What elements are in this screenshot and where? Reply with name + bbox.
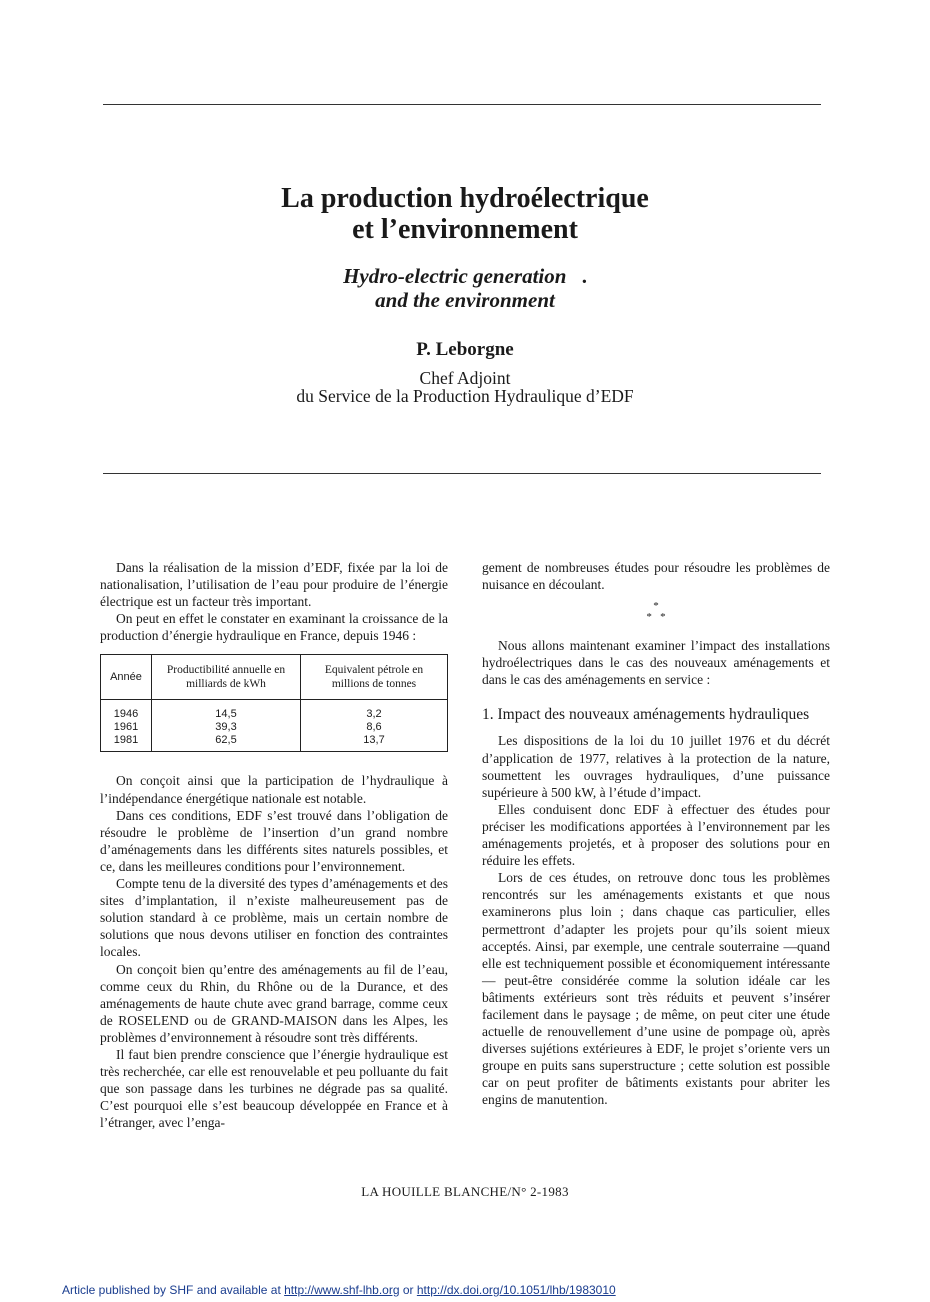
subtitle-line-1-text: Hydro-electric generation <box>343 264 567 288</box>
table-cell-kwh: 62,5 <box>152 734 301 752</box>
body-paragraph: On peut en effet le constater en examinant la croissance de la production d’énergie hydraulique en France, depuis 1946 : <box>100 611 448 644</box>
author-role: Chef Adjoint <box>419 368 511 388</box>
table-cell-year: 1946 <box>101 700 152 722</box>
subtitle-mark: . <box>581 264 587 288</box>
author-service: du Service de la Production Hydraulique d’EDF <box>296 386 634 406</box>
table-cell-year: 1961 <box>101 721 152 734</box>
left-paragraphs-before-table <box>100 559 448 644</box>
publication-note-middle: or <box>399 1283 417 1297</box>
table-cell-oil: 8,6 <box>301 721 448 734</box>
table-cell-oil: 13,7 <box>301 734 448 752</box>
section-separator <box>482 601 830 623</box>
publication-note <box>62 1283 616 1297</box>
section-heading: 1. Impact des nouveaux aménagements hydrauliques <box>482 706 810 724</box>
table-header-productibility: Productibilité annuelle en milliards de kWh <box>152 655 301 700</box>
left-paragraphs-after-table <box>100 772 448 1131</box>
table-header-oil-equivalent: Equivalent pétrole en millions de tonnes <box>301 655 448 700</box>
separator-star-top: * <box>653 600 659 613</box>
body-paragraph: Dans ces conditions, EDF s’est trouvé dans l’obligation de résoudre le problème de l’insertion d’un grand nombre d’aménagements dans les différents sites naturels possibles, et ce, dans les meilleures conditions pour l’environnement. <box>100 807 448 874</box>
intro-paragraph: Nous allons maintenant examiner l’impact des installations hydroélectriques dans le cas des nouveaux aménagements et dans le cas des aménagements en service : <box>482 638 830 688</box>
continuation-paragraph: gement de nombreuses études pour résoudre les problèmes de nuisance en découlant. <box>482 560 830 593</box>
right-paragraphs <box>482 732 830 1108</box>
production-table <box>100 654 448 752</box>
table-cell-oil: 3,2 <box>301 700 448 722</box>
body-paragraph: Elles conduisent donc EDF à effectuer des études pour préciser les modifications apportées à l’environnement par les aménagements projetés, et à proposer des solutions pour en réduire les effets. <box>482 801 830 869</box>
body-paragraph: Les dispositions de la loi du 10 juillet 1976 et du décrét d’application de 1977, relatives à la protection de la nature, soumettent les ouvrages hydrauliques, d’une puissance supérieure à 500 kW, à l’étude d’impact. <box>482 733 830 800</box>
subtitle-line-1 <box>0 264 930 288</box>
body-paragraph: On conçoit bien qu’entre des aménagements au fil de l’eau, comme ceux du Rhin, du Rhône ou de la Durance, et des aménagements de haute chute avec grand barrage, comme ceux de ROSELEND ou de GRAND-MAISON dans les Alpes, les problèmes d’environnement à résoudre sont très différents. <box>100 961 448 1045</box>
left-column <box>100 559 448 1131</box>
shf-link[interactable]: http://www.shf-lhb.org <box>284 1283 400 1297</box>
table-row <box>101 700 448 722</box>
doi-link[interactable]: http://dx.doi.org/10.1051/lhb/1983010 <box>416 1283 616 1297</box>
table-row <box>101 721 448 734</box>
publication-note-prefix: Article published by SHF and available at <box>62 1283 285 1297</box>
table-header-year: Année <box>101 655 152 700</box>
table-cell-kwh: 14,5 <box>152 700 301 722</box>
table-header-row <box>101 655 448 700</box>
body-paragraph: Lors de ces études, on retrouve donc tous les problèmes rencontrés sur les aménagements existants et que nous examinerons plus loin ; dans chaque cas particulier, elles permettront d’adapter les projets pour qu’ils soient mieux acceptés. Ainsi, par exemple, une centrale souterraine —quand elle est techniquement possible et économiquement intéressante— peut-être considérée comme la solution idéale car les bâtiments extérieurs sont très réduits et peuvent s’insérer facilement dans le paysage ; de même, on peut citer une étude actuelle de renouvellement d’une usine de pompage où, après diverses sujétions extérieures à EDF, le projet s’oriente vers un groupe en puits sans superstructure ; cette solution est possible car on peut profiter de bâtiments existants pour abriter les engins de manutention. <box>482 870 830 1108</box>
body-paragraph: On conçoit ainsi que la participation de l’hydraulique à l’indépendance énergétique nationale est notable. <box>100 773 448 806</box>
title-line-2: et l’environnement <box>352 214 578 245</box>
table-row <box>101 734 448 752</box>
body-paragraph: Il faut bien prendre conscience que l’énergie hydraulique est très recherchée, car elle est renouvelable et peu polluante du fait que son passage dans les turbines ne dégrade pas sa qualité. C’est pourquoi elle s’est beaucoup développée en France et à l’étranger, avec l’enga- <box>100 1046 448 1131</box>
table-cell-kwh: 39,3 <box>152 721 301 734</box>
table-cell-year: 1981 <box>101 734 152 752</box>
separator-stars-bottom: * * <box>646 611 666 624</box>
subtitle-line-2: and the environment <box>375 288 555 312</box>
right-column <box>482 559 830 1109</box>
journal-footer: LA HOUILLE BLANCHE/N° 2-1983 <box>361 1184 569 1199</box>
header-bottom-rule <box>103 473 821 474</box>
body-paragraph: Compte tenu de la diversité des types d’aménagements et des sites d’implantation, il n’existe malheureusement pas de solution standard à ce problème, mais un certain nombre de solutions que nous devons utiliser en fonction des contraintes locales. <box>100 876 448 960</box>
author-name: P. Leborgne <box>416 339 514 360</box>
body-paragraph: Dans la réalisation de la mission d’EDF, fixée par la loi de nationalisation, l’utilisation de l’eau pour produire de l’énergie électrique est un facteur très important. <box>100 560 448 610</box>
title-line-1: La production hydroélectrique <box>281 183 649 214</box>
top-rule <box>103 104 821 105</box>
